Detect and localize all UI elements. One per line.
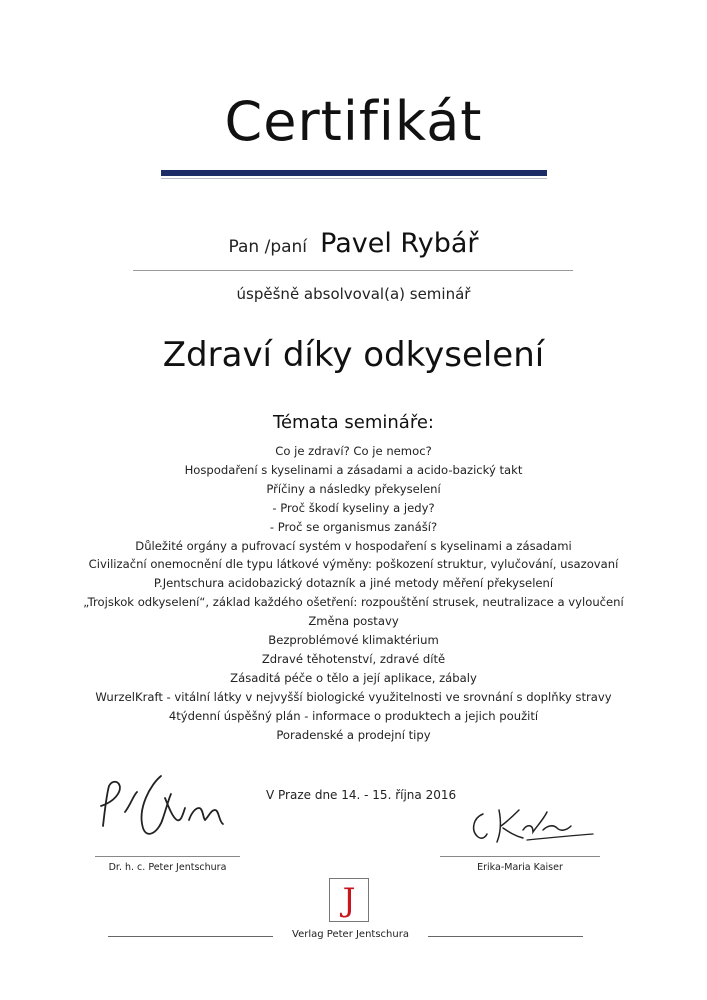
recipient-line <box>0 228 707 259</box>
signature-left-image <box>85 768 235 848</box>
topic-item: Bezproblémové klimaktérium <box>268 633 439 648</box>
footer-line-right <box>428 936 583 937</box>
recipient-prefix: Pan /paní <box>228 237 308 257</box>
topic-item: Změna postavy <box>308 614 399 629</box>
topic-item: - Proč se organismus zanáší? <box>269 519 438 534</box>
topic-item: Poradenské a prodejní tipy <box>276 727 431 742</box>
topic-item: Zásaditá péče o tělo a její aplikace, zábaly <box>230 670 477 685</box>
seminar-title: Zdraví díky odkyselení <box>162 335 545 375</box>
place-date: V Praze dne 14. - 15. října 2016 <box>266 788 457 802</box>
certificate-title: Certifikát <box>224 90 483 153</box>
recipient-name: Pavel Rybář <box>320 228 479 259</box>
topic-item: - Proč škodí kyseliny a jedy? <box>272 500 435 515</box>
topic-item: WurzelKraft - vitální látky v nejvyšší biologické využitelnosti ve srovnání s doplňky stravy <box>95 689 612 704</box>
topics-list <box>0 442 707 745</box>
signer-right-name: Erika-Maria Kaiser <box>477 862 563 873</box>
topic-item: P.Jentschura acidobazický dotazník a jiné metody měření překyselení <box>153 576 554 591</box>
publisher-name: Verlag Peter Jentschura <box>292 929 409 940</box>
signature-left-line <box>95 856 240 857</box>
topics-heading: Témata semináře: <box>273 412 434 433</box>
topic-item: Příčiny a následky překyselení <box>266 481 441 496</box>
topic-item: „Trojskok odkyselení“, základ každého ošetření: rozpouštění strusek, neutralizace a vyloučení <box>83 595 624 610</box>
topic-item: Důležité orgány a pufrovací systém v hospodaření s kyselinami a zásadami <box>135 538 572 553</box>
topic-item: Hospodaření s kyselinami a zásadami a acido-bazický takt <box>184 462 523 477</box>
signer-left-name: Dr. h. c. Peter Jentschura <box>108 862 227 873</box>
topic-item: Civilizační onemocnění dle typu látkové výměny: poškození struktur, vylučování, usazovaní <box>88 557 619 572</box>
signature-right-image <box>467 800 597 850</box>
signature-right-line <box>440 856 600 857</box>
jentschura-logo <box>329 878 369 922</box>
title-underline-bar <box>161 170 547 176</box>
footer-line-left <box>108 936 273 937</box>
logo-letter: J <box>342 881 356 919</box>
recipient-divider <box>133 270 573 271</box>
title-underline-thin <box>161 178 547 179</box>
topic-item: 4týdenní úspěšný plán - informace o produktech a jejich použití <box>168 708 539 723</box>
completion-text: úspěšně absolvoval(a) seminář <box>236 285 471 303</box>
topic-item: Co je zdraví? Co je nemoc? <box>275 444 432 458</box>
topic-item: Zdravé těhotenství, zdravé dítě <box>261 651 446 666</box>
